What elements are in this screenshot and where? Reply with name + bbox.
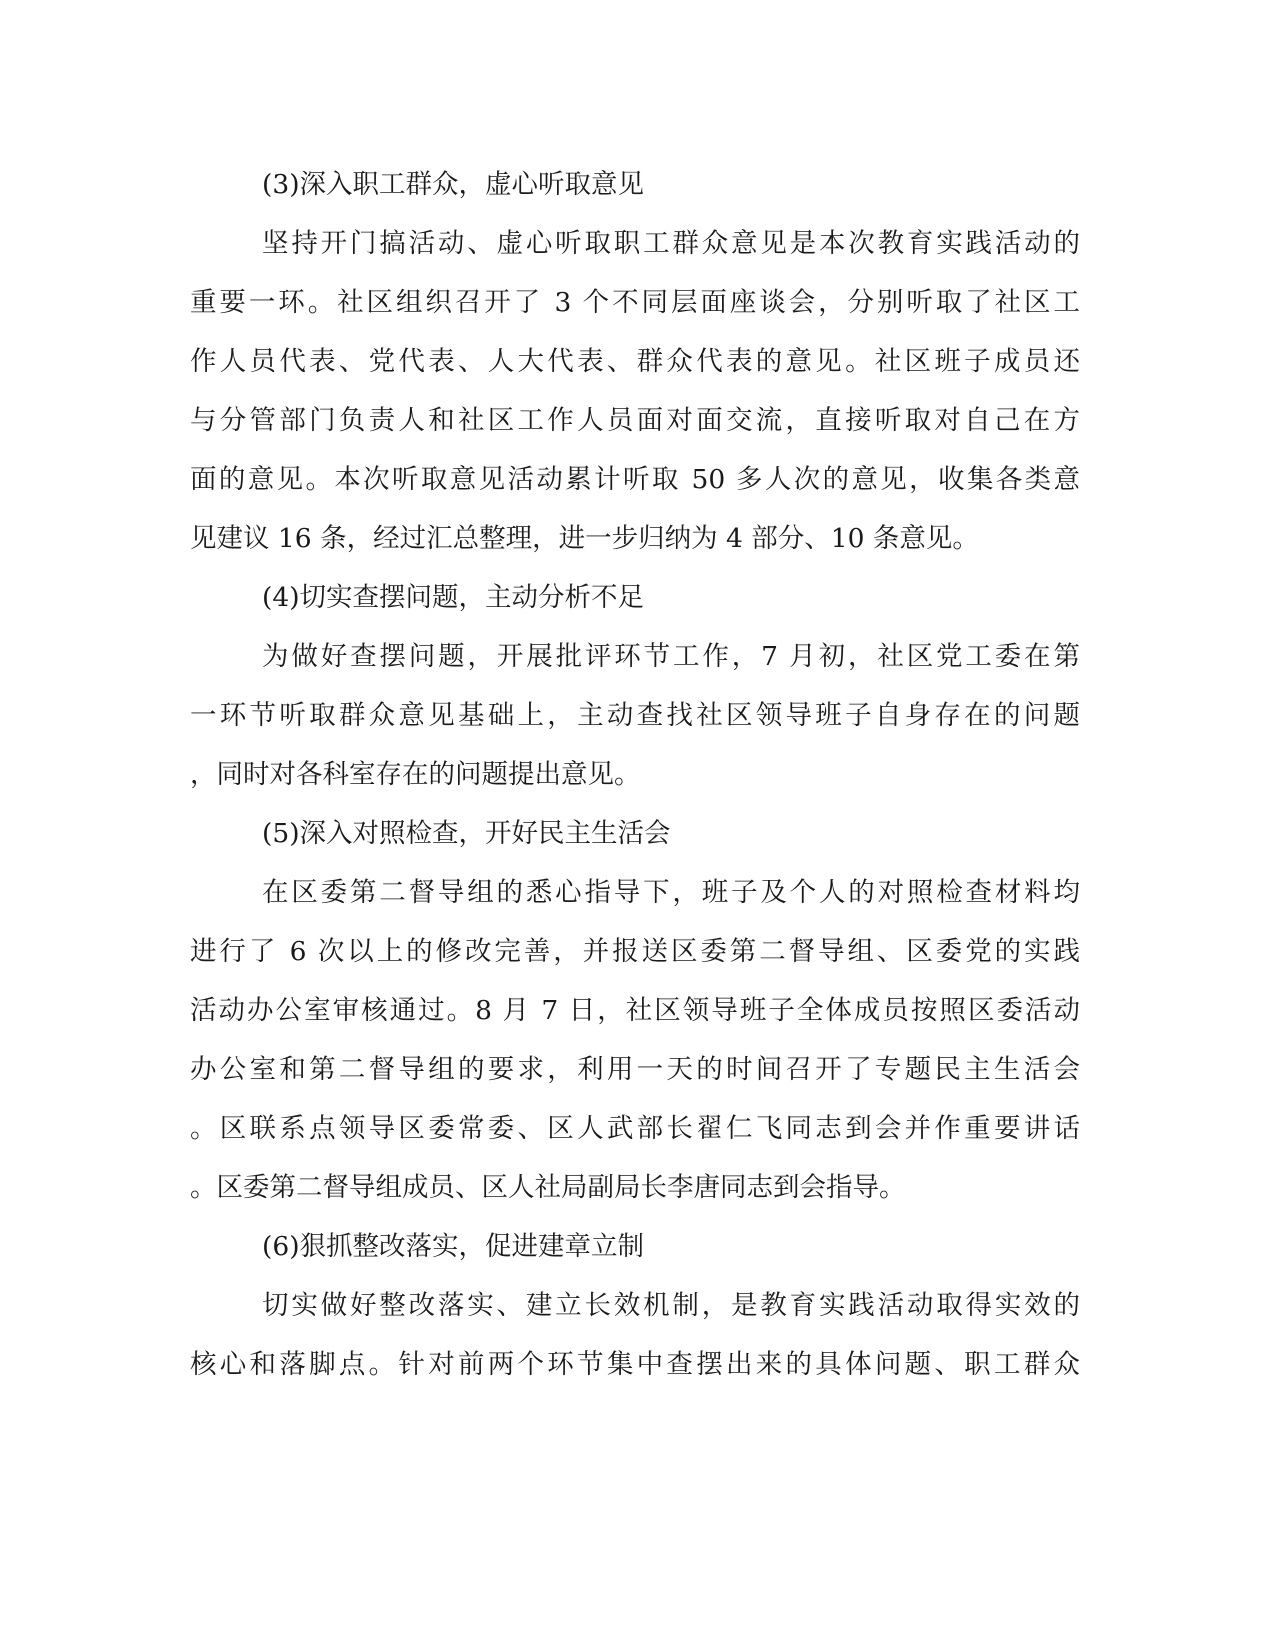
- paragraph-line: 办公室和第二督导组的要求，利用一天的时间召开了专题民主生活会: [190, 1054, 1080, 1085]
- paragraph-line: 。区联系点领导区委常委、区人武部长翟仁飞同志到会并作重要讲话: [190, 1113, 1080, 1144]
- paragraph-line: 面的意见。本次听取意见活动累计听取 50 多人次的意见，收集各类意: [190, 464, 1080, 495]
- paragraph-line: 切实做好整改落实、建立长效机制，是教育实践活动取得实效的: [262, 1290, 1080, 1321]
- section-heading-4: (4)切实查摆问题，主动分析不足: [262, 582, 645, 613]
- paragraph-line: 重要一环。社区组织召开了 3 个不同层面座谈会，分别听取了社区工: [190, 287, 1080, 318]
- paragraph-line: 在区委第二督导组的悉心指导下，班子及个人的对照检查材料均: [262, 877, 1080, 908]
- paragraph-line: 核心和落脚点。针对前两个环节集中查摆出来的具体问题、职工群众: [190, 1349, 1080, 1380]
- paragraph-line: 坚持开门搞活动、虚心听取职工群众意见是本次教育实践活动的: [262, 228, 1080, 259]
- paragraph-line: 进行了 6 次以上的修改完善，并报送区委第二督导组、区委党的实践: [190, 936, 1080, 967]
- section-heading-5: (5)深入对照检查，开好民主生活会: [262, 818, 671, 849]
- section-heading-6: (6)狠抓整改落实，促进建章立制: [262, 1231, 645, 1262]
- paragraph-line: 一环节听取群众意见基础上，主动查找社区领导班子自身存在的问题: [190, 700, 1080, 731]
- paragraph-line: 见建议 16 条，经过汇总整理，进一步归纳为 4 部分、10 条意见。: [190, 523, 979, 554]
- paragraph-line: 。区委第二督导组成员、区人社局副局长李唐同志到会指导。: [190, 1172, 906, 1203]
- paragraph-line: 作人员代表、党代表、人大代表、群众代表的意见。社区班子成员还: [190, 346, 1080, 377]
- paragraph-line: 为做好查摆问题，开展批评环节工作，7 月初，社区党工委在第: [262, 641, 1080, 672]
- paragraph-line: 活动办公室审核通过。8 月 7 日，社区领导班子全体成员按照区委活动: [190, 995, 1080, 1026]
- section-heading-3: (3)深入职工群众，虚心听取意见: [262, 169, 645, 200]
- paragraph-line: ，同时对各科室存在的问题提出意见。: [190, 759, 641, 790]
- paragraph-line: 与分管部门负责人和社区工作人员面对面交流，直接听取对自己在方: [190, 405, 1080, 436]
